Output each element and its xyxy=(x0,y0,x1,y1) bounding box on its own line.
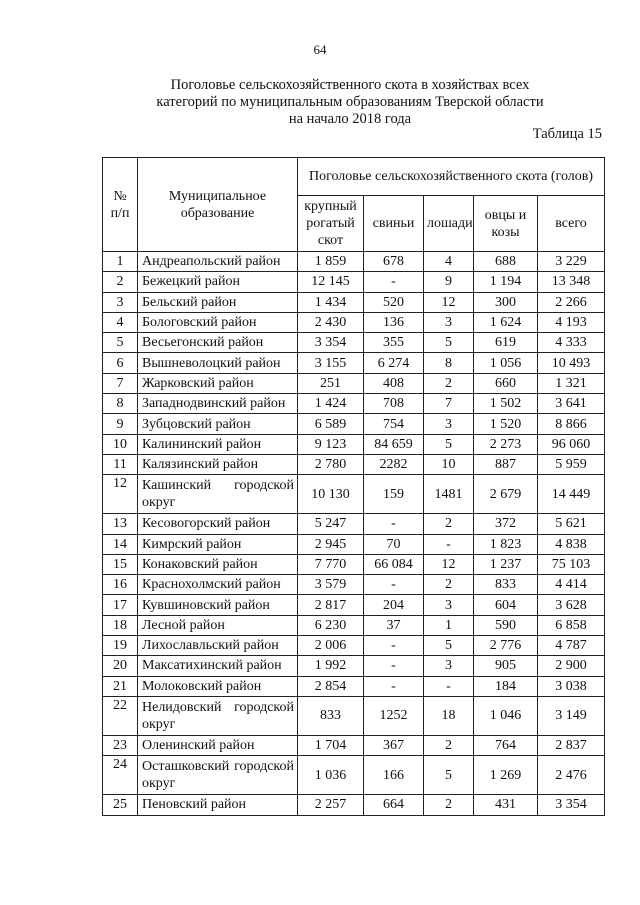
table-row xyxy=(103,454,605,474)
cell-entity: Кимрский район xyxy=(138,534,298,554)
cell-cattle: 2 945 xyxy=(298,534,364,554)
cell-cattle: 1 992 xyxy=(298,656,364,676)
cell-horses: 12 xyxy=(424,292,474,312)
cell-horses: 3 xyxy=(424,656,474,676)
cell-total: 75 103 xyxy=(538,554,605,574)
title-line: категорий по муниципальным образованиям Тверской области xyxy=(156,94,544,110)
cell-total: 2 476 xyxy=(538,756,605,795)
cell-cattle: 833 xyxy=(298,696,364,735)
cell-sheep-goats: 2 679 xyxy=(474,475,538,514)
cell-sheep-goats: 2 776 xyxy=(474,636,538,656)
cell-horses: 2 xyxy=(424,514,474,534)
cell-horses: 9 xyxy=(424,272,474,292)
cell-pigs: - xyxy=(364,575,424,595)
cell-pigs: - xyxy=(364,676,424,696)
table-row xyxy=(103,795,605,815)
cell-entity: Бельский район xyxy=(138,292,298,312)
header-total: всего xyxy=(538,196,605,252)
cell-sheep-goats: 660 xyxy=(474,373,538,393)
header-entity: Муниципальное образование xyxy=(138,158,298,252)
table-label: Таблица 15 xyxy=(532,126,602,142)
table-row xyxy=(103,656,605,676)
table-row xyxy=(103,735,605,755)
table-row xyxy=(103,554,605,574)
cell-entity: Бежецкий район xyxy=(138,272,298,292)
table-row xyxy=(103,394,605,414)
cell-horses: 3 xyxy=(424,414,474,434)
cell-entity: Оленинский район xyxy=(138,735,298,755)
table-row xyxy=(103,636,605,656)
cell-num: 10 xyxy=(103,434,138,454)
cell-horses: 2 xyxy=(424,575,474,595)
cell-num: 4 xyxy=(103,312,138,332)
table-row xyxy=(103,575,605,595)
cell-entity: Калининский район xyxy=(138,434,298,454)
page-number: 64 xyxy=(313,42,327,57)
table-row xyxy=(103,434,605,454)
cell-sheep-goats: 2 273 xyxy=(474,434,538,454)
table-row xyxy=(103,514,605,534)
cell-num: 9 xyxy=(103,414,138,434)
cell-horses: 12 xyxy=(424,554,474,574)
table-row xyxy=(103,696,605,735)
cell-sheep-goats: 619 xyxy=(474,333,538,353)
cell-total: 3 229 xyxy=(538,252,605,272)
cell-sheep-goats: 300 xyxy=(474,292,538,312)
table-row xyxy=(103,292,605,312)
table-row xyxy=(103,475,605,514)
cell-horses: 3 xyxy=(424,312,474,332)
header-group: Поголовье сельскохозяйственного скота (голов) xyxy=(298,158,605,196)
cell-horses: 8 xyxy=(424,353,474,373)
cell-total: 2 837 xyxy=(538,735,605,755)
table-row xyxy=(103,312,605,332)
cell-num: 18 xyxy=(103,615,138,635)
cell-num: 12 xyxy=(103,475,138,514)
cell-cattle: 1 859 xyxy=(298,252,364,272)
cell-total: 3 628 xyxy=(538,595,605,615)
cell-total: 2 900 xyxy=(538,656,605,676)
table-body xyxy=(103,252,605,816)
cell-num: 13 xyxy=(103,514,138,534)
cell-entity: Западнодвинский район xyxy=(138,394,298,414)
cell-total: 3 354 xyxy=(538,795,605,815)
cell-sheep-goats: 1 823 xyxy=(474,534,538,554)
cell-pigs: 37 xyxy=(364,615,424,635)
cell-entity: Краснохолмский район xyxy=(138,575,298,595)
cell-num: 3 xyxy=(103,292,138,312)
table-row xyxy=(103,676,605,696)
cell-num: 5 xyxy=(103,333,138,353)
table-row xyxy=(103,756,605,795)
cell-pigs: 70 xyxy=(364,534,424,554)
cell-pigs: 520 xyxy=(364,292,424,312)
cell-cattle: 2 854 xyxy=(298,676,364,696)
cell-total: 96 060 xyxy=(538,434,605,454)
cell-sheep-goats: 372 xyxy=(474,514,538,534)
cell-pigs: - xyxy=(364,272,424,292)
cell-num: 20 xyxy=(103,656,138,676)
cell-pigs: 708 xyxy=(364,394,424,414)
cell-sheep-goats: 1 194 xyxy=(474,272,538,292)
cell-total: 10 493 xyxy=(538,353,605,373)
cell-pigs: 664 xyxy=(364,795,424,815)
table-row xyxy=(103,414,605,434)
cell-entity: Осташковский городской округ xyxy=(138,756,298,795)
cell-total: 4 838 xyxy=(538,534,605,554)
cell-sheep-goats: 1 502 xyxy=(474,394,538,414)
cell-num: 17 xyxy=(103,595,138,615)
cell-sheep-goats: 1 056 xyxy=(474,353,538,373)
cell-total: 14 449 xyxy=(538,475,605,514)
cell-horses: 5 xyxy=(424,636,474,656)
cell-entity: Зубцовский район xyxy=(138,414,298,434)
cell-num: 1 xyxy=(103,252,138,272)
cell-pigs: 754 xyxy=(364,414,424,434)
cell-total: 3 038 xyxy=(538,676,605,696)
cell-entity: Вышневолоцкий район xyxy=(138,353,298,373)
table-row xyxy=(103,615,605,635)
cell-cattle: 3 155 xyxy=(298,353,364,373)
cell-cattle: 2 430 xyxy=(298,312,364,332)
cell-cattle: 251 xyxy=(298,373,364,393)
cell-entity: Калязинский район xyxy=(138,454,298,474)
cell-pigs: - xyxy=(364,656,424,676)
cell-horses: 1481 xyxy=(424,475,474,514)
cell-sheep-goats: 604 xyxy=(474,595,538,615)
cell-sheep-goats: 1 237 xyxy=(474,554,538,574)
cell-entity: Бологовский район xyxy=(138,312,298,332)
cell-pigs: 1252 xyxy=(364,696,424,735)
cell-entity: Максатихинский район xyxy=(138,656,298,676)
cell-cattle: 1 434 xyxy=(298,292,364,312)
cell-sheep-goats: 688 xyxy=(474,252,538,272)
table-row xyxy=(103,373,605,393)
cell-num: 2 xyxy=(103,272,138,292)
cell-horses: 2 xyxy=(424,795,474,815)
cell-pigs: 678 xyxy=(364,252,424,272)
cell-cattle: 6 230 xyxy=(298,615,364,635)
cell-num: 7 xyxy=(103,373,138,393)
cell-entity: Пеновский район xyxy=(138,795,298,815)
cell-sheep-goats: 431 xyxy=(474,795,538,815)
cell-total: 5 959 xyxy=(538,454,605,474)
cell-num: 25 xyxy=(103,795,138,815)
table-row xyxy=(103,595,605,615)
cell-num: 24 xyxy=(103,756,138,795)
cell-sheep-goats: 590 xyxy=(474,615,538,635)
cell-sheep-goats: 833 xyxy=(474,575,538,595)
cell-pigs: 408 xyxy=(364,373,424,393)
cell-cattle: 2 780 xyxy=(298,454,364,474)
cell-total: 2 266 xyxy=(538,292,605,312)
cell-cattle: 1 424 xyxy=(298,394,364,414)
cell-total: 5 621 xyxy=(538,514,605,534)
cell-horses: 3 xyxy=(424,595,474,615)
header-sheep-goats: овцы и козы xyxy=(474,196,538,252)
cell-pigs: - xyxy=(364,636,424,656)
cell-total: 8 866 xyxy=(538,414,605,434)
cell-num: 21 xyxy=(103,676,138,696)
cell-sheep-goats: 1 269 xyxy=(474,756,538,795)
cell-entity: Лихославльский район xyxy=(138,636,298,656)
cell-num: 6 xyxy=(103,353,138,373)
cell-pigs: 136 xyxy=(364,312,424,332)
cell-total: 1 321 xyxy=(538,373,605,393)
cell-num: 19 xyxy=(103,636,138,656)
cell-cattle: 5 247 xyxy=(298,514,364,534)
cell-horses: 5 xyxy=(424,333,474,353)
cell-cattle: 2 006 xyxy=(298,636,364,656)
cell-num: 16 xyxy=(103,575,138,595)
table-row xyxy=(103,333,605,353)
header-num: № п/п xyxy=(103,158,138,252)
header-cattle: крупный рогатый скот xyxy=(298,196,364,252)
cell-cattle: 1 036 xyxy=(298,756,364,795)
cell-entity: Кесовогорский район xyxy=(138,514,298,534)
cell-cattle: 7 770 xyxy=(298,554,364,574)
cell-horses: 4 xyxy=(424,252,474,272)
cell-sheep-goats: 887 xyxy=(474,454,538,474)
livestock-table xyxy=(102,157,605,816)
cell-cattle: 12 145 xyxy=(298,272,364,292)
table-row xyxy=(103,272,605,292)
cell-entity: Жарковский район xyxy=(138,373,298,393)
cell-horses: 2 xyxy=(424,373,474,393)
cell-total: 4 787 xyxy=(538,636,605,656)
cell-horses: 18 xyxy=(424,696,474,735)
cell-entity: Кашинский городской округ xyxy=(138,475,298,514)
cell-sheep-goats: 1 046 xyxy=(474,696,538,735)
cell-num: 14 xyxy=(103,534,138,554)
title-line: Поголовье сельскохозяйственного скота в хозяйствах всех xyxy=(170,77,530,93)
table-row xyxy=(103,252,605,272)
cell-horses: - xyxy=(424,534,474,554)
cell-horses: 7 xyxy=(424,394,474,414)
cell-sheep-goats: 184 xyxy=(474,676,538,696)
cell-horses: 1 xyxy=(424,615,474,635)
cell-pigs: - xyxy=(364,514,424,534)
cell-pigs: 166 xyxy=(364,756,424,795)
cell-horses: - xyxy=(424,676,474,696)
cell-entity: Кувшиновский район xyxy=(138,595,298,615)
cell-sheep-goats: 905 xyxy=(474,656,538,676)
header-pigs: свиньи xyxy=(364,196,424,252)
cell-cattle: 3 579 xyxy=(298,575,364,595)
cell-total: 13 348 xyxy=(538,272,605,292)
cell-total: 4 414 xyxy=(538,575,605,595)
cell-cattle: 3 354 xyxy=(298,333,364,353)
table-row xyxy=(103,353,605,373)
cell-sheep-goats: 1 520 xyxy=(474,414,538,434)
cell-num: 15 xyxy=(103,554,138,574)
cell-num: 22 xyxy=(103,696,138,735)
cell-total: 4 193 xyxy=(538,312,605,332)
cell-pigs: 2282 xyxy=(364,454,424,474)
cell-entity: Нелидовский городской округ xyxy=(138,696,298,735)
table-row xyxy=(103,534,605,554)
cell-pigs: 66 084 xyxy=(364,554,424,574)
cell-total: 4 333 xyxy=(538,333,605,353)
cell-total: 3 641 xyxy=(538,394,605,414)
cell-cattle: 10 130 xyxy=(298,475,364,514)
cell-horses: 10 xyxy=(424,454,474,474)
cell-horses: 5 xyxy=(424,434,474,454)
cell-entity: Весьегонский район xyxy=(138,333,298,353)
cell-horses: 2 xyxy=(424,735,474,755)
cell-total: 3 149 xyxy=(538,696,605,735)
cell-entity: Андреапольский район xyxy=(138,252,298,272)
cell-pigs: 84 659 xyxy=(364,434,424,454)
cell-sheep-goats: 764 xyxy=(474,735,538,755)
cell-pigs: 367 xyxy=(364,735,424,755)
cell-cattle: 2 257 xyxy=(298,795,364,815)
header-horses: лошади xyxy=(424,196,474,252)
cell-pigs: 204 xyxy=(364,595,424,615)
cell-sheep-goats: 1 624 xyxy=(474,312,538,332)
cell-cattle: 6 589 xyxy=(298,414,364,434)
cell-cattle: 2 817 xyxy=(298,595,364,615)
cell-num: 8 xyxy=(103,394,138,414)
cell-horses: 5 xyxy=(424,756,474,795)
cell-entity: Конаковский район xyxy=(138,554,298,574)
title-line: на начало 2018 года xyxy=(288,111,412,127)
cell-num: 11 xyxy=(103,454,138,474)
cell-total: 6 858 xyxy=(538,615,605,635)
cell-cattle: 1 704 xyxy=(298,735,364,755)
cell-cattle: 9 123 xyxy=(298,434,364,454)
cell-entity: Лесной район xyxy=(138,615,298,635)
cell-pigs: 159 xyxy=(364,475,424,514)
cell-pigs: 355 xyxy=(364,333,424,353)
cell-num: 23 xyxy=(103,735,138,755)
cell-entity: Молоковский район xyxy=(138,676,298,696)
cell-pigs: 6 274 xyxy=(364,353,424,373)
page-title xyxy=(120,77,580,128)
